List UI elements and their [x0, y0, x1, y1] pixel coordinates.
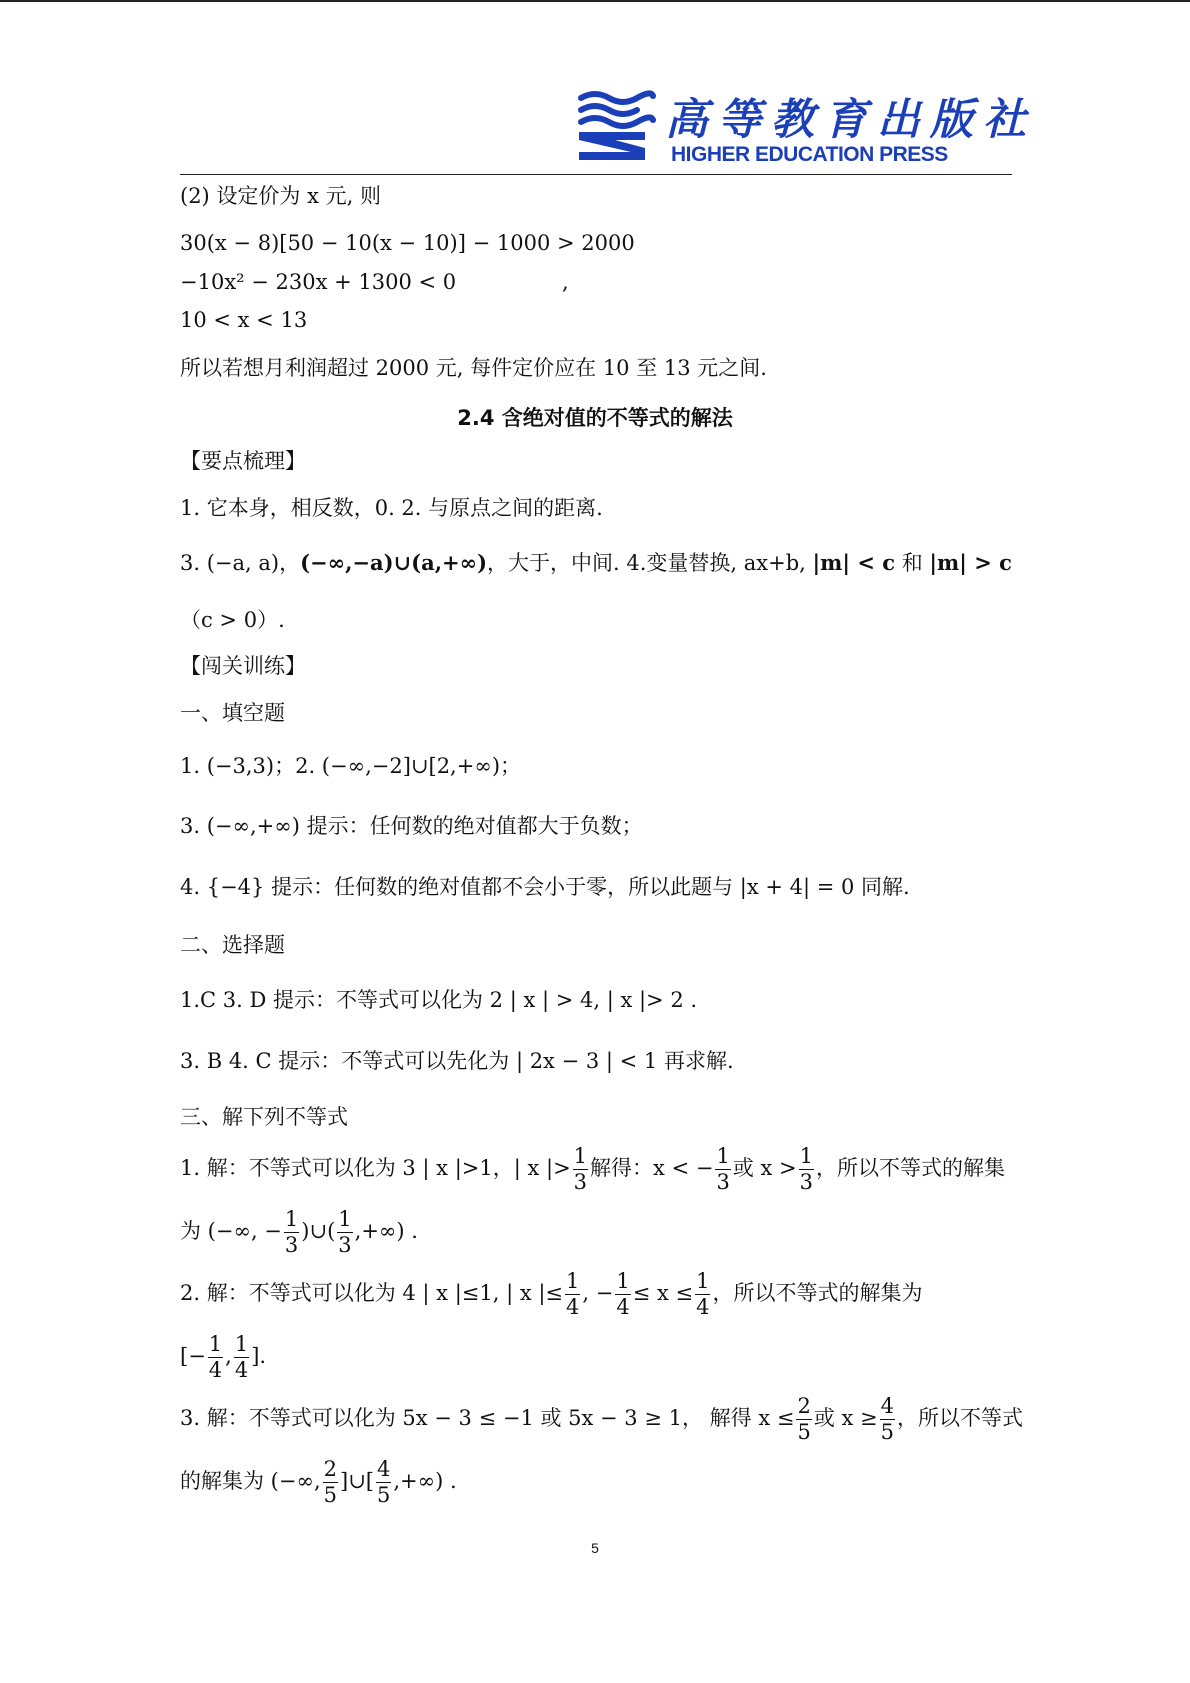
- part2-equation-2: [180, 270, 569, 295]
- denominator: 3: [284, 1233, 299, 1257]
- choice-answer-1-3: 1.C 3. D 提示：不等式可以化为 2 | x | > 4, | x |> 2 .: [180, 988, 698, 1012]
- denominator: 3: [338, 1233, 352, 1257]
- key-points-line-3: [180, 550, 1012, 576]
- denominator: 4: [234, 1358, 249, 1382]
- s1-text-e: 为 (−∞, −: [180, 1219, 282, 1243]
- publisher-logo: [575, 86, 1036, 170]
- numerator: 4: [377, 1457, 391, 1481]
- s2-text-b: , −: [582, 1281, 614, 1305]
- s3-text-e: ]∪[: [340, 1469, 374, 1493]
- solution-2-line-2: [180, 1334, 266, 1381]
- denominator: 4: [616, 1295, 630, 1319]
- numerator: 1: [799, 1144, 813, 1168]
- key-points-label: 【要点梳理】: [180, 449, 306, 473]
- numerator: 1: [208, 1332, 223, 1356]
- s1-text-c: 或 x >: [732, 1156, 797, 1180]
- fraction-1-4: [234, 1334, 249, 1381]
- s1-text-b: 解得：x < −: [590, 1156, 714, 1180]
- s1-text-g: ,+∞) .: [354, 1219, 418, 1243]
- denominator: 5: [880, 1420, 894, 1444]
- numerator: 2: [797, 1394, 811, 1418]
- top-border-line: [0, 0, 1190, 2]
- kp3-union: (−∞,−a)∪(a,+∞): [300, 550, 488, 575]
- part2-conclusion: 所以若想月利润超过 2000 元, 每件定价应在 10 至 13 元之间.: [180, 356, 767, 380]
- denominator: 4: [566, 1295, 580, 1319]
- higher-education-press-logo-icon: [575, 88, 657, 164]
- fraction-1-4: [695, 1271, 710, 1318]
- section-title: 2.4 含绝对值的不等式的解法: [457, 406, 733, 430]
- numerator: 4: [880, 1394, 894, 1418]
- equation-2-text: −10x² − 230x + 1300 < 0: [180, 270, 457, 294]
- fill-blank-title: 一、填空题: [180, 701, 285, 725]
- fraction-2-5: [796, 1396, 811, 1443]
- key-points-line-1: 1. 它本身，相反数，0. 2. 与原点之间的距离.: [180, 496, 603, 520]
- numerator: 1: [696, 1269, 710, 1293]
- key-points-line-4: （c > 0）.: [180, 608, 285, 632]
- solution-3-line-2: [180, 1459, 457, 1506]
- part2-equation-1: 30(x − 8)[50 − 10(x − 10)] − 1000 > 2000: [180, 231, 635, 255]
- denominator: 5: [323, 1483, 338, 1507]
- numerator: 1: [338, 1207, 352, 1231]
- fraction-4-5: [376, 1459, 391, 1506]
- s2-text-e: [−: [180, 1344, 206, 1368]
- choice-answer-3-4: 3. B 4. C 提示：不等式可以先化为 | 2x − 3 | < 1 再求解.: [180, 1049, 734, 1073]
- fraction-4-5: [880, 1396, 895, 1443]
- fraction-1-3: [337, 1209, 352, 1256]
- denominator: 4: [208, 1358, 223, 1382]
- denominator: 3: [573, 1170, 588, 1194]
- kp3-and: 和: [895, 551, 930, 575]
- s3-text-d: 的解集为 (−∞,: [180, 1469, 321, 1493]
- s1-text-f: )∪(: [301, 1219, 336, 1243]
- s2-text-g: ].: [251, 1344, 267, 1368]
- s1-text-d: ，所以不等式的解集: [815, 1156, 1005, 1180]
- denominator: 3: [799, 1170, 813, 1194]
- denominator: 3: [716, 1170, 730, 1194]
- s3-text-a: 3. 解：不等式可以化为 5x − 3 ≤ −1 或 5x − 3 ≥ 1， 解得 x ≤: [180, 1406, 795, 1430]
- denominator: 4: [696, 1295, 710, 1319]
- kp3-text: ，大于，中间. 4.变量替换, ax+b,: [487, 551, 813, 575]
- s3-text-b: 或 x ≥: [813, 1406, 878, 1430]
- solution-2-line-1: [180, 1271, 922, 1318]
- fill-answer-1-2: 1. (−3,3)；2. (−∞,−2]∪[2,+∞)；: [180, 754, 522, 778]
- kp3-abs-less: |m| < c: [812, 550, 896, 575]
- denominator: 5: [797, 1420, 811, 1444]
- fraction-1-4: [615, 1271, 630, 1318]
- publisher-name-cn: 高等教育出版社: [665, 95, 1036, 145]
- kp3-abs-greater: |m| > c: [929, 550, 1012, 575]
- solve-title: 三、解下列不等式: [180, 1105, 348, 1129]
- kp3-interval: 3. (−a, a)，: [180, 551, 301, 575]
- equation-2-comma: ,: [562, 270, 569, 294]
- fraction-1-3: [715, 1146, 730, 1193]
- denominator: 5: [377, 1483, 391, 1507]
- s3-text-f: ,+∞) .: [393, 1469, 457, 1493]
- numerator: 1: [616, 1269, 630, 1293]
- s3-text-c: ，所以不等式: [896, 1406, 1023, 1430]
- solution-3-line-1: [180, 1396, 1023, 1443]
- s2-text-d: ，所以不等式的解集为: [712, 1281, 923, 1305]
- part2-intro: (2) 设定价为 x 元, 则: [180, 184, 381, 208]
- numerator: 1: [566, 1269, 580, 1293]
- fill-answer-4: 4. {−4} 提示：任何数的绝对值都不会小于零，所以此题与 |x + 4| = 0 同解.: [180, 875, 910, 899]
- numerator: 1: [284, 1207, 299, 1231]
- numerator: 1: [234, 1332, 249, 1356]
- page-number: 5: [591, 1540, 599, 1556]
- s2-text-f: ,: [225, 1344, 232, 1368]
- page-header: [180, 86, 1036, 175]
- solution-1-line-2: [180, 1209, 418, 1256]
- fraction-1-4: [565, 1271, 580, 1318]
- fill-answer-3: 3. (−∞,+∞) 提示：任何数的绝对值都大于负数；: [180, 814, 643, 838]
- solution-1-line-1: [180, 1146, 1005, 1193]
- fraction-1-3: [799, 1146, 814, 1193]
- fraction-1-3: [573, 1146, 588, 1193]
- s1-text-a: 1. 解：不等式可以化为 3 | x |>1，| x |>: [180, 1156, 571, 1180]
- numerator: 1: [573, 1144, 588, 1168]
- training-label: 【闯关训练】: [180, 654, 306, 678]
- fraction-2-5: [323, 1459, 338, 1506]
- numerator: 2: [323, 1457, 338, 1481]
- part2-equation-3: 10 < x < 13: [180, 308, 308, 332]
- s2-text-c: ≤ x ≤: [632, 1281, 694, 1305]
- fraction-1-4: [208, 1334, 223, 1381]
- s2-text-a: 2. 解：不等式可以化为 4 | x |≤1, | x |≤: [180, 1281, 564, 1305]
- numerator: 1: [716, 1144, 730, 1168]
- choice-title: 二、选择题: [180, 933, 285, 957]
- publisher-name-en: HIGHER EDUCATION PRESS: [671, 143, 948, 166]
- fraction-1-3: [284, 1209, 299, 1256]
